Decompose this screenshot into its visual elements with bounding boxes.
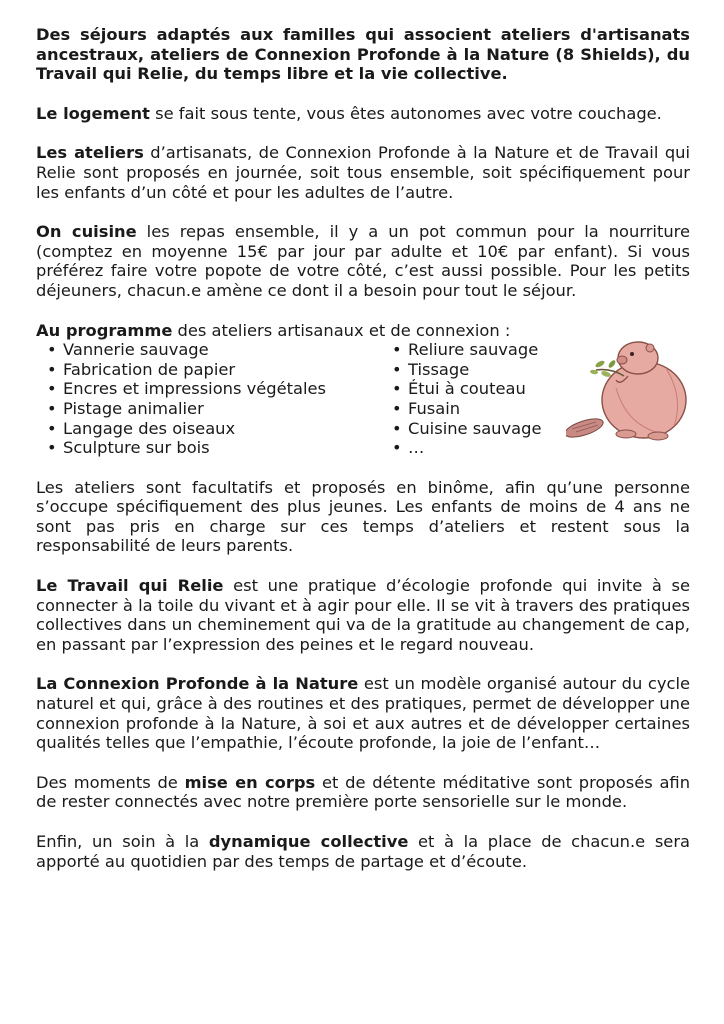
dynamique-text-before: Enfin, un soin à la (36, 832, 209, 851)
travail-text: est une pratique d’écologie profonde qui invite à se connecter à la toile du vivant et à agir pour elle. Il se vit à travers des pratiques collectives dans un cheminement qui va de la gratitude au changement de cap, en passant par l’expression des peines et le regard nouveau. (36, 576, 690, 654)
ateliers-paragraph (36, 143, 690, 202)
programme-heading: Au programme (36, 320, 173, 340)
ateliers-text: d’artisanats, de Connexion Profonde à la Nature et de Travail qui Relie sont proposés en journée, soit tous ensemble, soit spécifiquement pour les enfants d’un côté et pour les adultes de l’autre. (36, 143, 690, 202)
list-item: • Fusain (381, 399, 581, 419)
intro-paragraph: Des séjours adaptés aux familles qui associent ateliers d'artisanats ancestraux, ateliers de Connexion Profonde à la Nature (8 Shields), du Travail qui Relie, du temps libre et la vie collective. (36, 25, 690, 84)
programme-lists (36, 340, 690, 458)
list-item: • Reliure sauvage (381, 340, 581, 360)
list-item: • Encres et impressions végétales (36, 379, 381, 399)
cuisine-paragraph (36, 222, 690, 300)
programme-list-right (381, 340, 581, 458)
beaver-illustration (566, 328, 696, 448)
list-item: • Pistage animalier (36, 399, 381, 419)
list-item: • Langage des oiseaux (36, 419, 381, 439)
list-item: • Vannerie sauvage (36, 340, 381, 360)
programme-text: des ateliers artisanaux et de connexion : (172, 320, 511, 340)
facultatifs-paragraph: Les ateliers sont facultatifs et proposés en binôme, afin qu’une personne s’occupe spécifiquement des plus jeunes. Les enfants de moins de 4 ans ne sont pas pris en charge sur ces temps d’ateliers et restent sous la responsabilité de leurs parents. (36, 477, 690, 556)
logement-paragraph (36, 104, 690, 124)
corps-heading: mise en corps (184, 772, 316, 792)
list-item: • … (381, 438, 581, 458)
list-item: • Étui à couteau (381, 379, 581, 399)
corps-paragraph (36, 773, 690, 812)
travail-heading: Le Travail qui Relie (36, 576, 224, 596)
logement-text: se fait sous tente, vous êtes autonomes avec votre couchage. (149, 103, 662, 123)
list-item: • Cuisine sauvage (381, 419, 581, 439)
list-item: • Fabrication de papier (36, 360, 381, 380)
travail-paragraph (36, 576, 690, 654)
programme-list-left (36, 340, 381, 458)
corps-text-after: et de détente méditative sont proposés afin de rester connectés avec notre première porte sensorielle sur le monde. (36, 772, 691, 812)
dynamique-heading: dynamique collective (208, 832, 409, 851)
list-item: • Sculpture sur bois (36, 438, 381, 458)
ateliers-heading: Les ateliers (36, 143, 144, 163)
list-item: • Tissage (381, 360, 581, 380)
dynamique-paragraph (36, 832, 690, 871)
cuisine-heading: On cuisine (36, 222, 137, 242)
cuisine-text: les repas ensemble, il y a un pot commun pour la nourriture (comptez en moyenne 15€ par jour par adulte et 10€ par enfant). Si vous préférez faire votre popote de votre côté, c’est aussi possible. Pour les petits déjeuners, chacun.e amène ce dont il a besoin pour tout le séjour. (36, 222, 691, 300)
connexion-heading: La Connexion Profonde à la Nature (36, 674, 359, 694)
corps-text-before: Des moments de (36, 772, 185, 792)
logement-heading: Le logement (36, 103, 150, 123)
connexion-text: est un modèle organisé autour du cycle naturel et qui, grâce à des routines et des pratiques, permet de développer une connexion profonde à la Nature, à soi et aux autres et de développer certaines qualités telles que l’empathie, l’écoute profonde, la joie de l’enfant… (36, 674, 690, 753)
dynamique-text-after: et à la place de chacun.e sera apporté au quotidien par des temps de partage et d’écoute. (36, 832, 690, 871)
connexion-paragraph (36, 674, 690, 752)
